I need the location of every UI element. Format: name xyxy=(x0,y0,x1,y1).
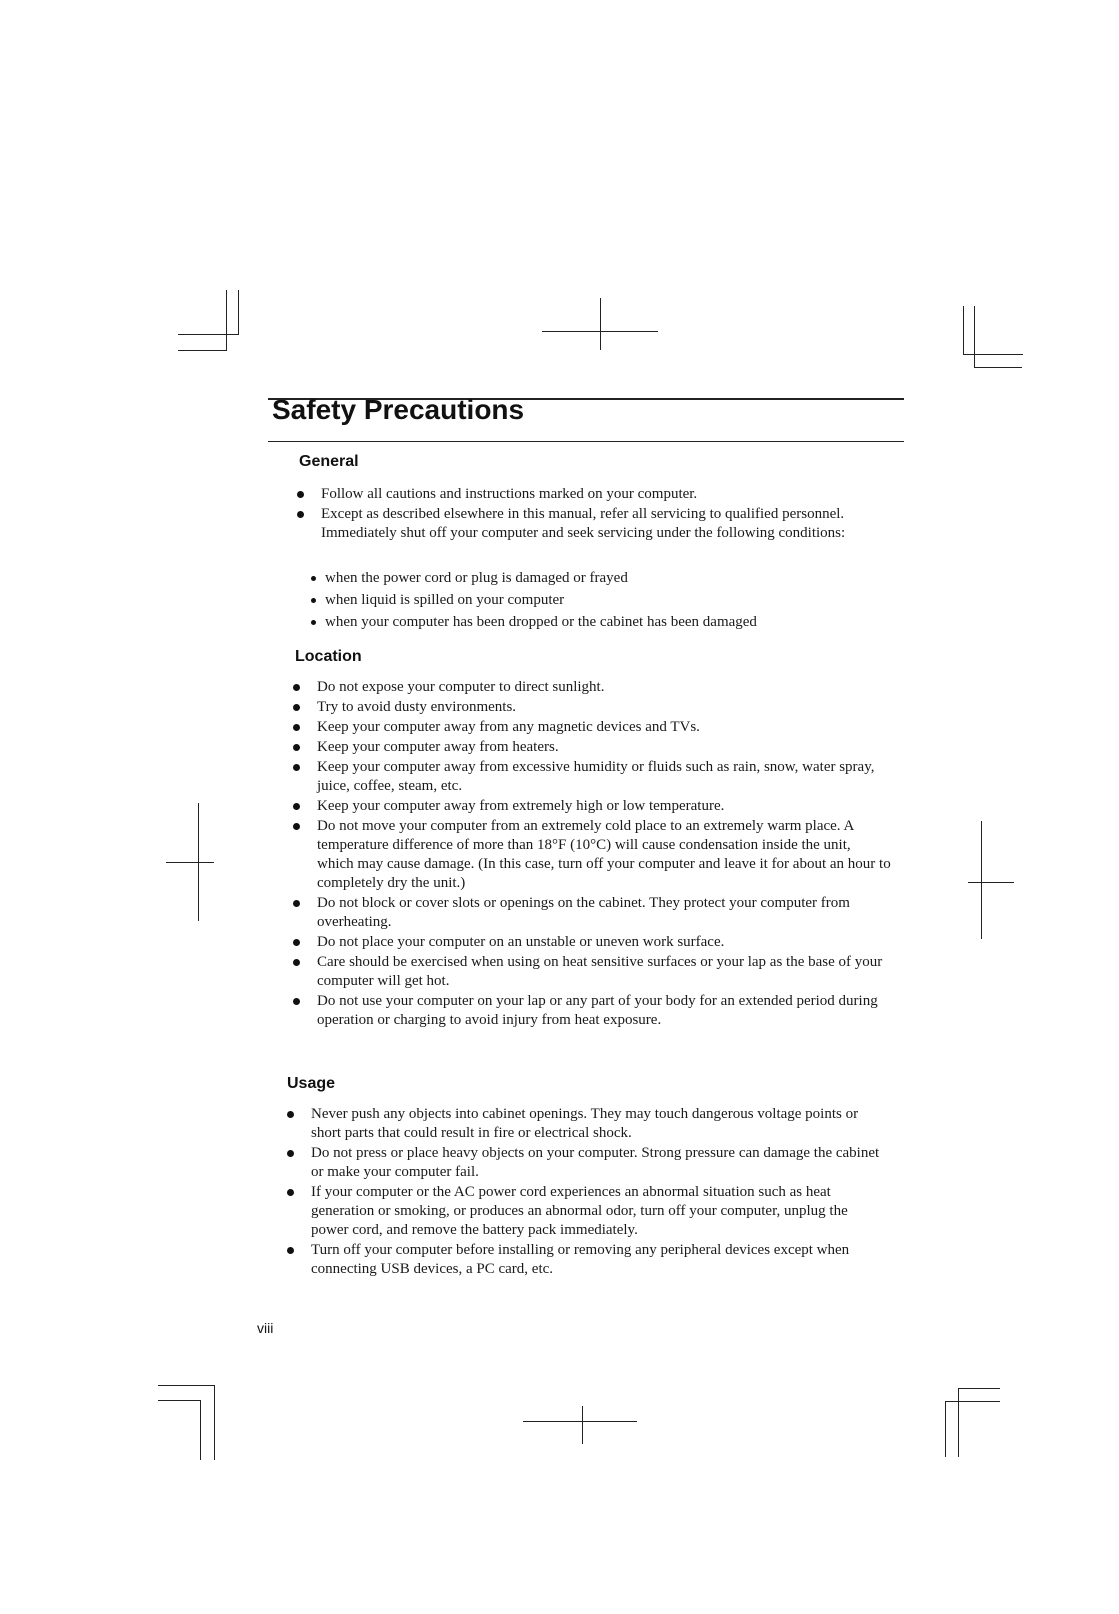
section-heading-general: General xyxy=(299,453,359,470)
usage-list xyxy=(285,1105,885,1280)
list-item: Keep your computer away from excessive humidity or fluids such as rain, snow, water spray, juice, coffee, steam, etc. xyxy=(291,758,891,796)
list-item: If your computer or the AC power cord experiences an abnormal situation such as heat generation or smoking, or produces an abnormal odor, turn off your computer, unplug the power cord, and remove the battery pack immediately. xyxy=(285,1183,885,1240)
list-item: Follow all cautions and instructions marked on your computer. xyxy=(295,485,865,504)
list-item: Except as described elsewhere in this manual, refer all servicing to qualified personnel. Immediately shut off your computer and seek servicing under the following conditions: xyxy=(295,505,865,543)
list-item: Do not place your computer on an unstable or uneven work surface. xyxy=(291,933,891,952)
general-list xyxy=(295,485,865,544)
list-item: Keep your computer away from heaters. xyxy=(291,738,891,757)
list-item: when liquid is spilled on your computer xyxy=(309,591,869,610)
general-conditions-list xyxy=(309,569,869,635)
list-item: Care should be exercised when using on heat sensitive surfaces or your lap as the base of your computer will get hot. xyxy=(291,953,891,991)
list-item: when your computer has been dropped or the cabinet has been damaged xyxy=(309,613,869,632)
page-title: Safety Precautions xyxy=(272,394,525,425)
list-item: Do not block or cover slots or openings on the cabinet. They protect your computer from overheating. xyxy=(291,894,891,932)
page-number: viii xyxy=(257,1320,274,1336)
list-item: Do not expose your computer to direct sunlight. xyxy=(291,678,891,697)
list-item: Keep your computer away from any magnetic devices and TVs. xyxy=(291,718,891,737)
list-item: Do not press or place heavy objects on your computer. Strong pressure can damage the cabinet or make your computer fail. xyxy=(285,1144,885,1182)
list-item: Try to avoid dusty environments. xyxy=(291,698,891,717)
list-item: Turn off your computer before installing or removing any peripheral devices except when connecting USB devices, a PC card, etc. xyxy=(285,1241,885,1279)
location-list xyxy=(291,678,891,1031)
section-heading-location: Location xyxy=(295,648,362,665)
list-item: when the power cord or plug is damaged or frayed xyxy=(309,569,869,588)
section-heading-usage: Usage xyxy=(287,1075,336,1092)
list-item: Never push any objects into cabinet openings. They may touch dangerous voltage points or short parts that could result in fire or electrical shock. xyxy=(285,1105,885,1143)
list-item: Do not use your computer on your lap or any part of your body for an extended period during operation or charging to avoid injury from heat exposure. xyxy=(291,992,891,1030)
list-item: Do not move your computer from an extremely cold place to an extremely warm place. A temperature difference of more than 18°F (10°C) will cause condensation inside the unit, which may cause damage. (In this case, turn off your computer and leave it for about an hour to completely dry the unit.) xyxy=(291,817,891,893)
list-item: Keep your computer away from extremely high or low temperature. xyxy=(291,797,891,816)
title-rule-bottom xyxy=(268,441,904,442)
